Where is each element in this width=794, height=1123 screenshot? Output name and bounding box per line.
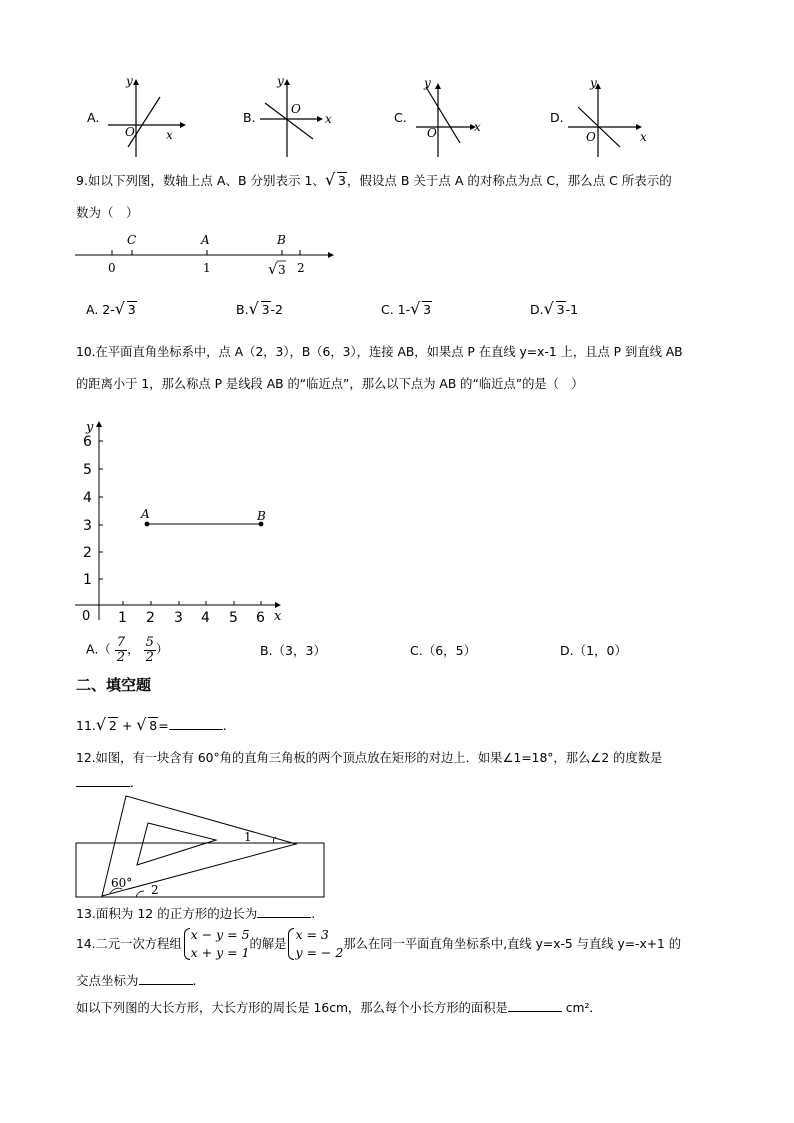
section-title: 二、填空题 (76, 676, 152, 694)
q10-x-label: x (274, 609, 282, 624)
q12-angle-60: 60° (111, 876, 133, 890)
q8-d-x: x (640, 130, 647, 144)
q12-label-1: 1 (244, 830, 252, 844)
q10-point-a (145, 522, 150, 527)
q10-option-a: A.（ $\frac{7}{2}$ ， $\frac{5}{2}$ ） (86, 635, 169, 665)
q8-d-y: y (590, 76, 597, 90)
q10-xtick-2: 2 (146, 610, 155, 626)
q12-figure (74, 790, 330, 900)
q10-option-d: D.（1，0） (560, 643, 628, 658)
q12-line2: ． (76, 773, 143, 790)
q10-option-c: C.（6，5） (410, 643, 477, 658)
q8-option-a-label: A. (87, 110, 100, 125)
q10-ytick-2: 2 (83, 545, 92, 561)
q8-c-y: y (424, 76, 431, 90)
q10-line2: 的距离小于 1，那么称点 P 是线段 AB 的“临近点”，那么以下点为 AB 的“临近点”的是（ ） (76, 377, 584, 391)
q10-xtick-3: 3 (174, 610, 183, 626)
q9-number-line (70, 228, 340, 284)
q14-line2: 交点坐标为 . (76, 973, 197, 988)
q10-ytick-1: 1 (83, 572, 92, 588)
q8-option-c-label: C. (394, 110, 407, 125)
q9-sqrt3: √ 3 (327, 173, 347, 188)
q14-line1: 14.二元一次方程组 x − y = 5 x + y = 1 的解是 x = 3 y = − 2 那么在同一平面直角坐标系中,直线 y=x-5 与直线 y=-x+1 的 (76, 925, 681, 963)
q10-label-a: A (141, 507, 150, 521)
q12-answer-blank[interactable] (76, 773, 130, 787)
q9-option-c: C. 1-√ 3 (381, 302, 432, 317)
q8-graph-d (564, 75, 654, 159)
q9-text-a: 9.如以下列图，数轴上点 A、B 分别表示 1、 (76, 173, 325, 188)
q10-graph (70, 415, 290, 630)
q8-graph-c (408, 75, 498, 159)
q8-a-x: x (166, 128, 173, 142)
q9-line2: 数为（ ） (76, 205, 139, 220)
q9-line1 (76, 173, 672, 188)
q9-root-3: 3 (278, 263, 286, 277)
q8-a-o: O (125, 125, 135, 139)
q10-origin: 0 (82, 609, 91, 624)
q11-answer-blank[interactable] (169, 716, 223, 730)
q14-solution: x = 3 y = − 2 (286, 926, 343, 962)
q9-option-d: D.√ 3-1 (530, 302, 578, 317)
q9-option-b: B.√ 3-2 (236, 302, 283, 317)
q8-option-b-label: B. (243, 110, 256, 125)
q10-xtick-5: 5 (229, 610, 238, 626)
q10-xtick-6: 6 (256, 610, 265, 626)
q12-line1: 12.如图，有一块含有 60°角的直角三角板的两个顶点放在矩形的对边上．如果∠1=18°，那么∠2 的度数是 (76, 751, 663, 765)
q10-y-label: y (86, 420, 94, 435)
q14-system: x − y = 5 x + y = 1 (182, 926, 250, 962)
q8-graph-a (100, 75, 190, 159)
q8-d-o: O (586, 130, 596, 144)
q15: 如以下列图的大长方形，大长方形的周长是 16cm，那么每个小长方形的面积是 cm²． (76, 998, 602, 1016)
q9-tick-2: 2 (297, 261, 305, 275)
q14-answer-blank[interactable] (139, 971, 193, 985)
q13: 13.面积为 12 的正方形的边长为 . (76, 906, 316, 921)
q11: 11.√ 2 + √ 8= . (76, 716, 227, 733)
q13-answer-blank[interactable] (257, 904, 311, 918)
q10-option-b: B.（3，3） (260, 643, 326, 658)
q8-b-o: O (291, 102, 301, 116)
q9-label-b: B (277, 233, 286, 247)
q9-label-a: A (201, 233, 210, 247)
q8-c-o: O (427, 126, 437, 140)
q10-ytick-5: 5 (83, 462, 92, 478)
q10-label-b: B (257, 509, 266, 523)
q9-root-sign: √ (268, 260, 278, 278)
q10-ytick-6: 6 (83, 434, 92, 450)
q10-xtick-1: 1 (118, 610, 127, 626)
q9-tick-1: 1 (203, 261, 211, 275)
q8-options (0, 70, 794, 160)
q9-option-a: A. 2-√ 3 (86, 302, 137, 317)
q10-ytick-3: 3 (83, 518, 92, 534)
q8-c-x: x (474, 120, 481, 134)
q8-a-y: y (126, 75, 133, 88)
q9-text-b: ，假设点 B 关于点 A 的对称点为点 C，那么点 C 所表示的 (346, 173, 672, 188)
q10-line1: 10.在平面直角坐标系中，点 A（2，3），B（6，3），连接 AB，如果点 P 在直线 y=x-1 上，且点 P 到直线 AB (76, 345, 683, 359)
q8-graph-b (255, 75, 345, 159)
q8-b-x: x (325, 112, 332, 126)
q8-option-d-label: D. (550, 110, 564, 125)
q9-tick-0: 0 (108, 261, 116, 275)
q10-xtick-4: 4 (201, 610, 210, 626)
q12-label-2: 2 (151, 883, 159, 897)
q8-b-y: y (277, 75, 284, 88)
q9-label-c: C (127, 233, 137, 247)
q10-ytick-4: 4 (83, 490, 92, 506)
q15-answer-blank[interactable] (508, 998, 562, 1012)
